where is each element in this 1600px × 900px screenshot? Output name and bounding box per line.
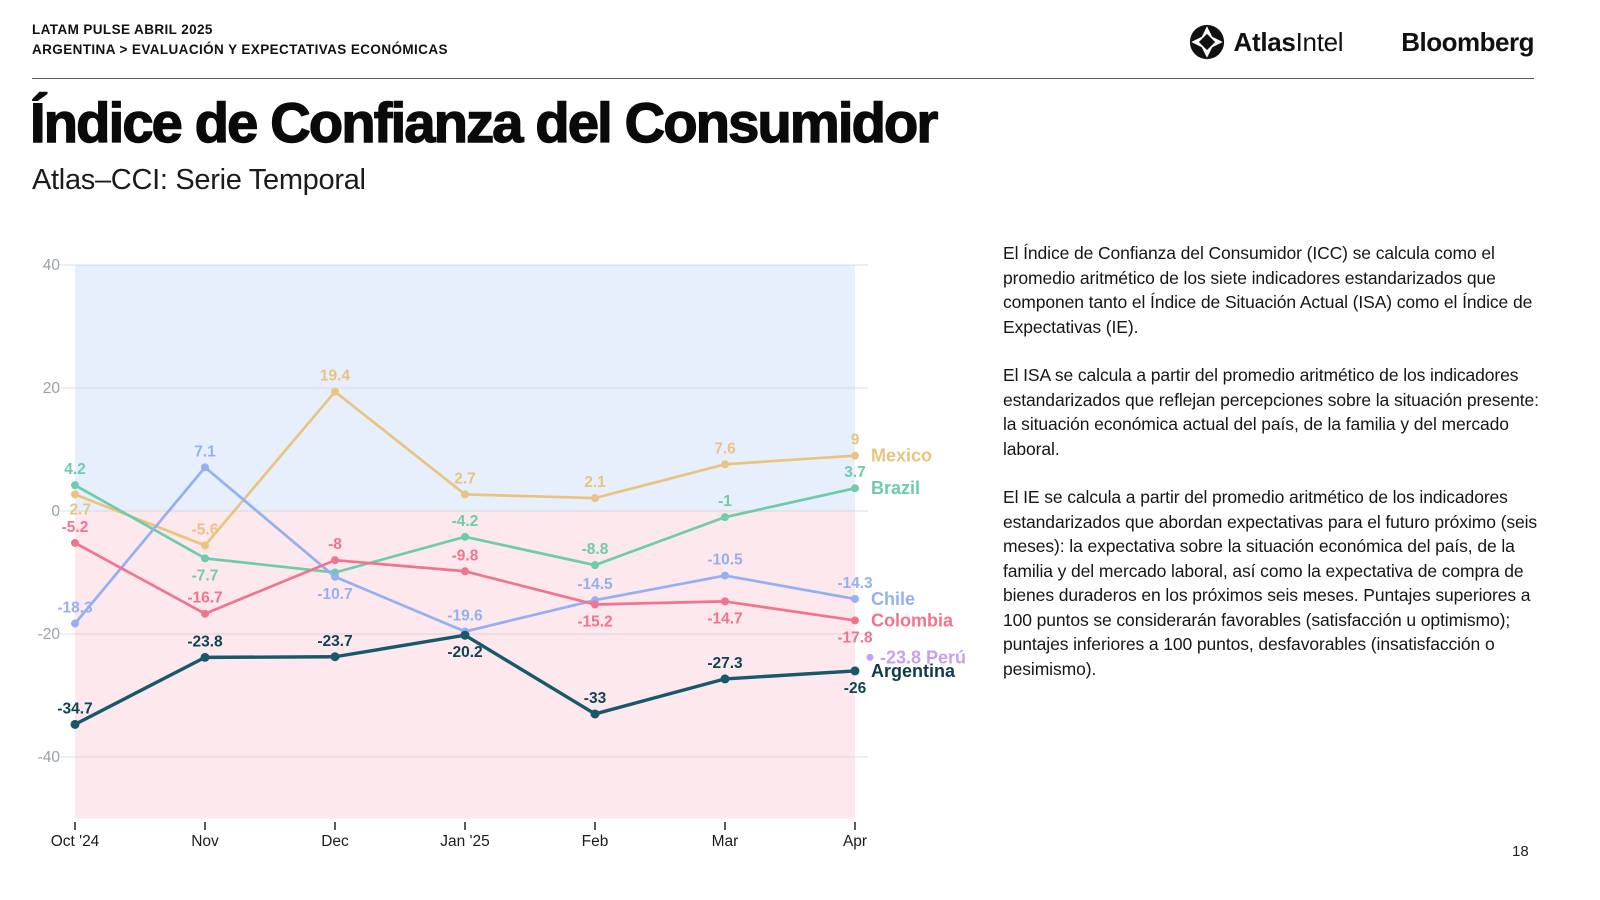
svg-text:-23.8: -23.8 — [187, 633, 223, 651]
svg-text:Jan '25: Jan '25 — [440, 833, 490, 850]
svg-text:-4.2: -4.2 — [451, 512, 479, 530]
svg-text:-16.7: -16.7 — [187, 589, 223, 607]
header-line-2: ARGENTINA > EVALUACIÓN Y EXPECTATIVAS ECONÓMICAS — [32, 42, 448, 57]
svg-text:Apr: Apr — [842, 833, 868, 850]
svg-text:-7.7: -7.7 — [191, 567, 219, 585]
svg-text:2.1: 2.1 — [584, 474, 606, 492]
atlasintel-logo — [1189, 24, 1344, 60]
svg-text:Brazil: Brazil — [871, 478, 921, 499]
description-paragraph: El ISA se calcula a partir del promedio aritmético de los indicadores estandarizados que reflejan percepciones sobre la situación presente: la situación económica actual del país, de la familia y del mercado laboral. — [1003, 365, 1539, 459]
svg-text:-5.6: -5.6 — [191, 521, 219, 539]
svg-text:-8.8: -8.8 — [581, 541, 609, 559]
svg-text:-14.5: -14.5 — [577, 576, 613, 594]
svg-text:40: 40 — [42, 257, 60, 274]
svg-text:Nov: Nov — [191, 833, 219, 850]
svg-text:-8: -8 — [328, 536, 342, 554]
svg-text:-20: -20 — [37, 626, 60, 643]
svg-text:Feb: Feb — [581, 833, 609, 850]
svg-text:-1: -1 — [718, 493, 732, 511]
svg-text:-23.7: -23.7 — [317, 632, 353, 650]
svg-text:19.4: 19.4 — [319, 367, 351, 385]
cci-line-chart-svg — [30, 245, 995, 860]
atlasintel-wordmark — [1234, 27, 1344, 58]
svg-text:-9.8: -9.8 — [451, 547, 479, 565]
cci-line-chart — [30, 245, 995, 860]
svg-text:Argentina: Argentina — [871, 660, 956, 681]
svg-text:7.1: 7.1 — [194, 443, 216, 461]
description-column — [1003, 241, 1540, 681]
description-paragraph: El Índice de Confianza del Consumidor (ICC) se calcula como el promedio aritmético de los siete indicadores estandarizados que componen tanto el Índice de Situación Actual (ISA) como el Índice de Expectativas (IE). — [1003, 243, 1533, 337]
header-line-1: LATAM PULSE ABRIL 2025 — [32, 22, 213, 37]
svg-text:-10.7: -10.7 — [317, 585, 353, 603]
svg-text:Mar: Mar — [711, 833, 739, 850]
svg-text:0: 0 — [51, 503, 60, 520]
svg-text:-14.7: -14.7 — [707, 610, 743, 628]
svg-text:-26: -26 — [843, 679, 867, 697]
header-logos — [1189, 24, 1534, 60]
svg-text:7.6: 7.6 — [714, 440, 736, 458]
svg-text:-5.2: -5.2 — [61, 518, 89, 536]
svg-text:-18.3: -18.3 — [57, 599, 93, 617]
atlasintel-wordmark-bold: Atlas — [1233, 26, 1296, 57]
header-divider — [32, 78, 1534, 79]
header-meta — [32, 20, 448, 60]
svg-text:Oct '24: Oct '24 — [50, 833, 100, 850]
svg-text:-33: -33 — [583, 689, 607, 707]
svg-text:-15.2: -15.2 — [577, 613, 613, 631]
svg-text:-40: -40 — [37, 749, 60, 766]
svg-text:-34.7: -34.7 — [57, 700, 93, 718]
svg-text:Dec: Dec — [321, 833, 349, 850]
svg-text:9: 9 — [850, 431, 860, 449]
atlasintel-wordmark-light: Intel — [1295, 26, 1344, 57]
svg-text:3.7: 3.7 — [844, 464, 866, 482]
bloomberg-logo: Bloomberg — [1401, 26, 1534, 57]
svg-text:Chile: Chile — [871, 588, 916, 609]
svg-text:-27.3: -27.3 — [707, 654, 743, 672]
svg-text:Colombia: Colombia — [871, 610, 954, 631]
svg-text:4.2: 4.2 — [64, 461, 86, 479]
svg-text:20: 20 — [42, 380, 60, 397]
description-paragraph: El IE se calcula a partir del promedio aritmético de los indicadores estandarizados que abordan expectativas para el futuro próximo (seis meses): la expectativa sobre la situación económica del país, de la familia y del mercado laboral, así como la expectativa de compra de bienes duraderos en los próximos seis meses. Puntajes superiores a 100 puntos se considerarán favorables (satisfacción u optimismo); puntajes inferiores a 100 puntos, desfavorables (insatisfacción o pesimismo). — [1003, 487, 1538, 679]
page-number: 18 — [1512, 843, 1529, 860]
svg-text:2.7: 2.7 — [454, 470, 476, 488]
svg-text:Mexico: Mexico — [871, 445, 933, 466]
svg-text:-20.2: -20.2 — [447, 644, 483, 662]
svg-text:-23.8 Perú: -23.8 Perú — [880, 647, 967, 668]
svg-text:-14.3: -14.3 — [837, 574, 873, 592]
svg-text:-19.6: -19.6 — [447, 607, 483, 625]
atlasintel-icon — [1189, 24, 1225, 60]
page-title: Índice de Confianza del Consumidor — [30, 91, 937, 154]
svg-text:-17.8: -17.8 — [837, 629, 873, 647]
svg-text:-10.5: -10.5 — [707, 551, 743, 569]
page-subtitle: Atlas–CCI: Serie Temporal — [32, 164, 366, 196]
svg-text:2.7: 2.7 — [69, 501, 91, 519]
